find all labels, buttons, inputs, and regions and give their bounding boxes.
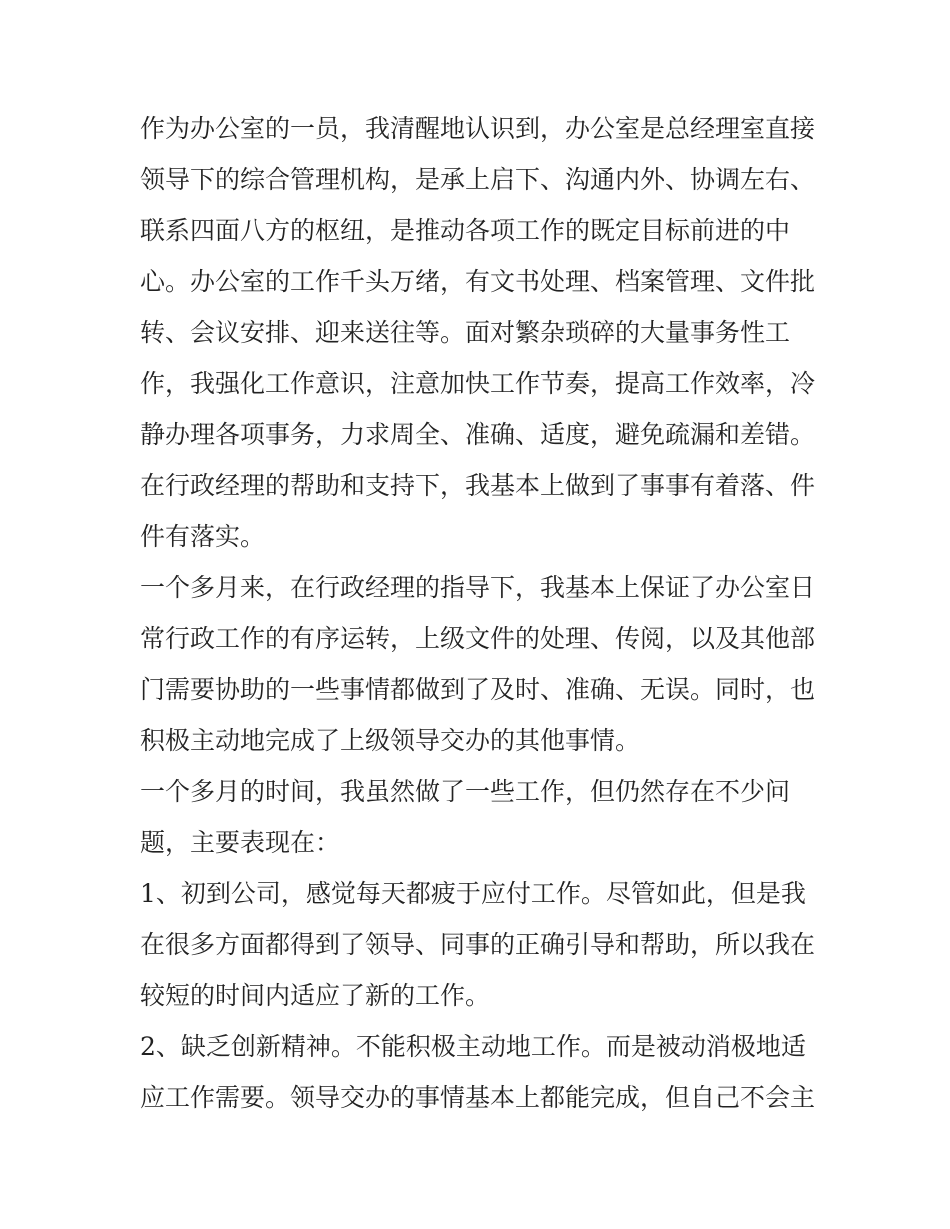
text-line: 作，我强化工作意识，注意加快工作节奏，提高工作效率，冷	[140, 369, 815, 398]
text-line: 应工作需要。领导交办的事情基本上都能完成，但自己不会主	[140, 1083, 815, 1112]
text-line: 在很多方面都得到了领导、同事的正确引导和帮助，所以我在	[140, 930, 815, 959]
text-line: 领导下的综合管理机构，是承上启下、沟通内外、协调左右、	[140, 165, 815, 194]
text-line: 心。办公室的工作千头万绪，有文书处理、档案管理、文件批	[140, 267, 815, 296]
text-line: 1、初到公司，感觉每天都疲于应付工作。尽管如此，但是我	[140, 879, 806, 908]
text-line: 转、会议安排、迎来送往等。面对繁杂琐碎的大量事务性工	[140, 318, 791, 347]
text-line: 作为办公室的一员，我清醒地认识到，办公室是总经理室直接	[140, 114, 815, 143]
text-line: 联系四面八方的枢纽，是推动各项工作的既定目标前进的中	[140, 216, 791, 245]
text-line: 一个多月的时间，我虽然做了一些工作，但仍然存在不少问	[140, 777, 791, 806]
text-line: 2、缺乏创新精神。不能积极主动地工作。而是被动消极地适	[140, 1032, 806, 1061]
text-line: 题，主要表现在：	[140, 828, 341, 857]
text-line: 一个多月来，在行政经理的指导下，我基本上保证了办公室日	[140, 573, 815, 602]
text-line: 件有落实。	[140, 522, 266, 551]
text-line: 在行政经理的帮助和支持下，我基本上做到了事事有着落、件	[140, 471, 815, 500]
text-line: 常行政工作的有序运转，上级文件的处理、传阅，以及其他部	[140, 624, 815, 653]
text-line: 较短的时间内适应了新的工作。	[140, 981, 491, 1010]
document-body	[140, 103, 815, 1123]
text-line: 静办理各项事务，力求周全、准确、适度，避免疏漏和差错。	[140, 420, 815, 449]
text-line: 积极主动地完成了上级领导交办的其他事情。	[140, 726, 641, 755]
text-line: 门需要协助的一些事情都做到了及时、准确、无误。同时，也	[140, 675, 815, 704]
